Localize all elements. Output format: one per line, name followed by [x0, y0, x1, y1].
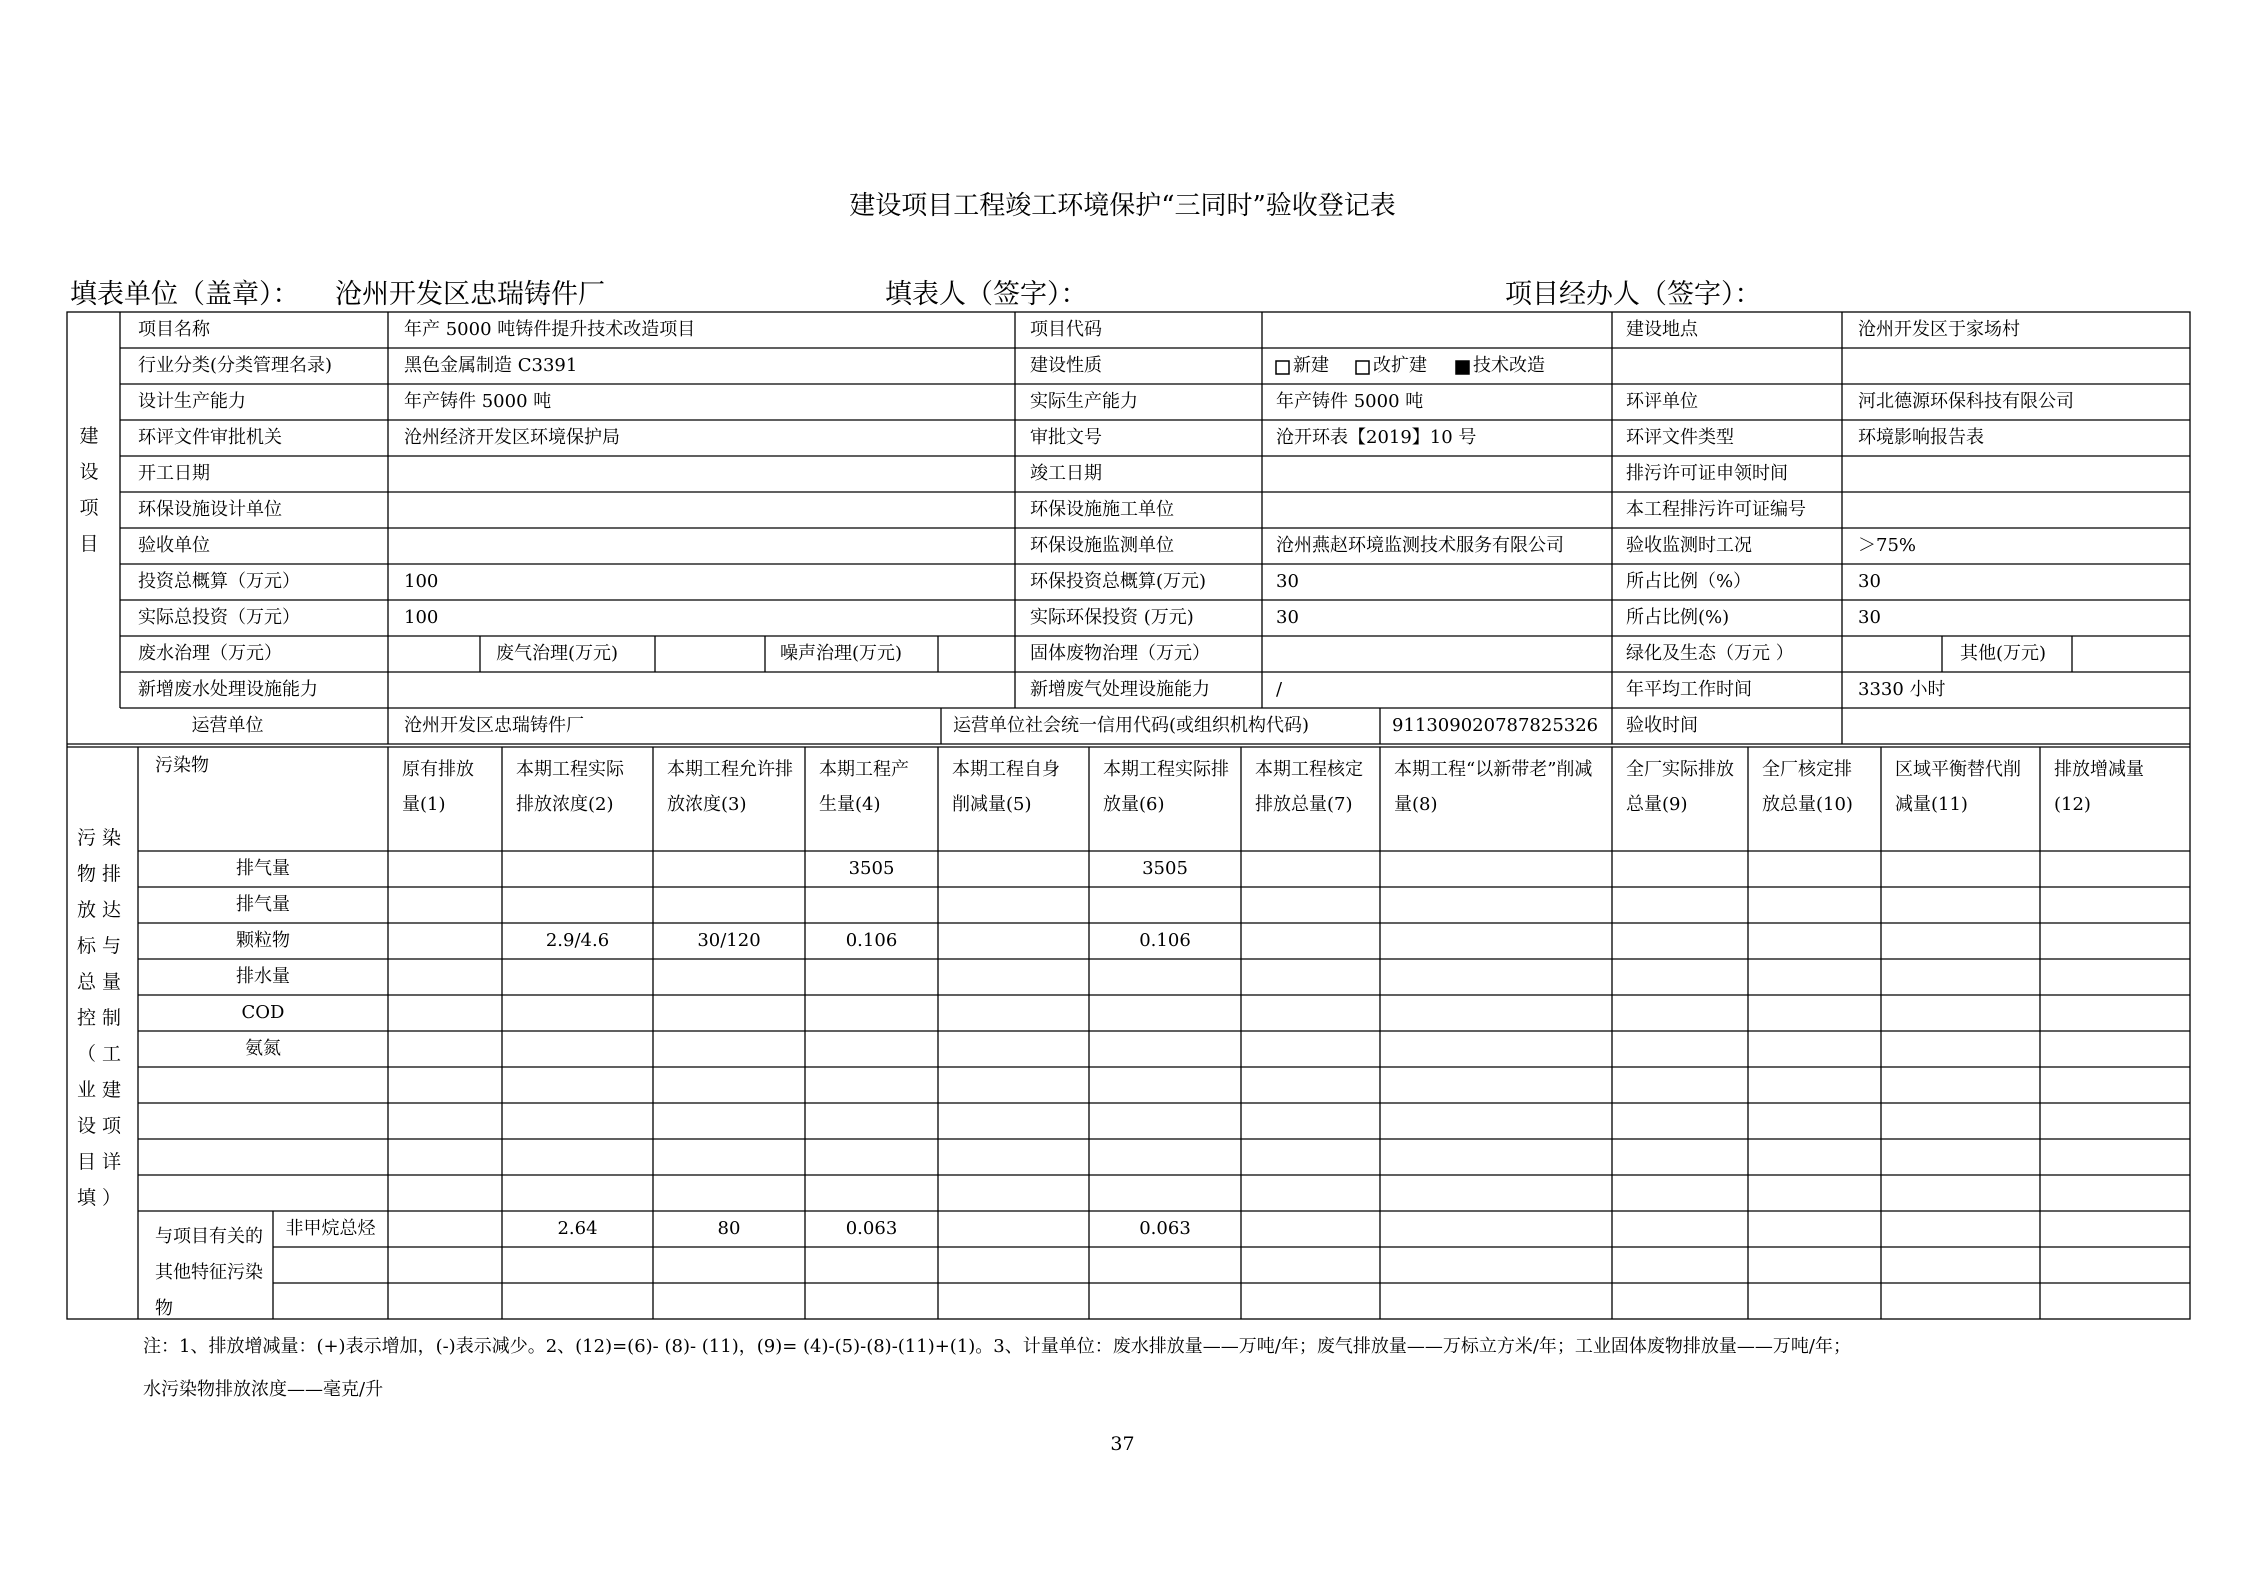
approver-value: 沧州经济开发区环境保护局	[404, 427, 620, 448]
start-date-label: 开工日期	[138, 463, 210, 484]
expand-checkbox	[1356, 361, 1369, 374]
column-header: 本期工程自身削减量(5)	[952, 759, 1060, 815]
manager-signature-label: 项目经办人（签字）：	[1505, 279, 1762, 310]
working-condition-label: 验收监测时工况	[1626, 535, 1752, 556]
project-name-value: 年产 5000 吨铸件提升技术改造项目	[404, 319, 696, 340]
column-header: 全厂实际排放总量(9)	[1626, 759, 1734, 815]
pollutant-name: 氨氮	[245, 1038, 281, 1059]
site-value: 沧州开发区于家场村	[1858, 319, 2020, 340]
finish-date-label: 竣工日期	[1030, 463, 1102, 484]
table-cell: 3505	[1142, 858, 1188, 879]
footnote-line-2: 水污染物排放浓度——毫克/升	[143, 1379, 384, 1400]
actual-ratio-label: 所占比例(%)	[1626, 607, 1730, 628]
industry-value: 黑色金属制造 C3391	[404, 355, 578, 376]
new-build-checkbox	[1276, 361, 1289, 374]
tech-upgrade-checkbox	[1456, 361, 1469, 374]
solid-waste-cost-label: 固体废物治理（万元）	[1030, 643, 1210, 664]
design-capacity-label: 设计生产能力	[138, 391, 246, 412]
footnote-line-1: 注：1、排放增减量：(+)表示增加，(-)表示减少。2、(12)=(6)- (8)- (11)，(9)= (4)-(5)-(8)-(11)+(1)。3、计量单位：废水排放量——万吨/年；废气排放量——万标立方米/年；工业固体废物排放量——万吨/年；	[143, 1336, 1851, 1357]
operator-label: 运营单位	[191, 715, 264, 736]
project-name-label: 项目名称	[138, 319, 210, 340]
table-cell: 2.9/4.6	[545, 930, 610, 951]
fill-unit-value: 沧州开发区忠瑞铸件厂	[335, 279, 605, 310]
design-capacity-value: 年产铸件 5000 吨	[404, 391, 552, 412]
approver-label: 环评文件审批机关	[138, 427, 282, 448]
pollutant-name: 非甲烷总烃	[285, 1218, 376, 1239]
doc-number-label: 审批文号	[1030, 427, 1102, 448]
project-code-label: 项目代码	[1030, 319, 1102, 340]
page-title: 建设项目工程竣工环境保护“三同时”验收登记表	[849, 191, 1396, 221]
table-cell: 80	[717, 1218, 741, 1239]
pollutant-name: 排气量	[236, 894, 290, 915]
wastewater-cost-label: 废水治理（万元）	[138, 643, 282, 664]
ratio-label: 所占比例（%）	[1626, 571, 1752, 592]
acceptance-unit-label: 验收单位	[138, 535, 210, 556]
eia-unit-label: 环评单位	[1626, 391, 1698, 412]
actual-capacity-label: 实际生产能力	[1030, 391, 1138, 412]
option-new: 新建	[1293, 355, 1329, 376]
monitor-unit-label: 环保设施监测单位	[1030, 535, 1174, 556]
permit-number-label: 本工程排污许可证编号	[1626, 499, 1806, 520]
doc-number-value: 沧开环表【2019】10 号	[1276, 427, 1477, 448]
other-pollutants-label: 与项目有关的其他特征污染物	[155, 1226, 263, 1319]
env-invest-label: 环保投资总概算(万元)	[1030, 571, 1207, 592]
monitor-unit-value: 沧州燕赵环境监测技术服务有限公司	[1276, 535, 1564, 556]
option-tech: 技术改造	[1473, 355, 1545, 376]
pollutant-name: 颗粒物	[236, 930, 290, 951]
greening-cost-label: 绿化及生态（万元 ）	[1626, 643, 1794, 664]
actual-invest-value: 100	[404, 607, 439, 628]
filler-signature-label: 填表人（签字）：	[885, 279, 1088, 310]
column-header: 本期工程核定排放总量(7)	[1255, 759, 1363, 815]
doc-type-value: 环境影响报告表	[1858, 427, 1984, 448]
nature-label: 建设性质	[1030, 355, 1102, 376]
section-construction-label: 建设项目	[79, 425, 99, 555]
water-capacity-label: 新增废水处理设施能力	[138, 679, 318, 700]
other-cost-label: 其他(万元)	[1960, 643, 2047, 664]
column-header: 本期工程“以新带老”削减量(8)	[1394, 759, 1593, 815]
table-cell: 30/120	[697, 930, 761, 951]
page-number: 37	[1110, 1433, 1135, 1455]
pollutant-name: 排气量	[236, 858, 290, 879]
actual-env-invest-value: 30	[1276, 607, 1299, 628]
total-invest-label: 投资总概算（万元）	[138, 571, 300, 592]
column-header: 本期工程实际排放浓度(2)	[516, 759, 624, 815]
column-header: 区域平衡替代削减量(11)	[1895, 759, 2021, 815]
pollutant-name: COD	[241, 1002, 285, 1023]
actual-capacity-value: 年产铸件 5000 吨	[1276, 391, 1424, 412]
column-header: 全厂核定排放总量(10)	[1762, 759, 1853, 815]
actual-invest-label: 实际总投资（万元）	[138, 607, 300, 628]
noise-cost-label: 噪声治理(万元)	[780, 643, 903, 664]
table-cell: 0.106	[1139, 930, 1191, 951]
column-header: 原有排放量(1)	[402, 759, 474, 815]
waste-gas-cost-label: 废气治理(万元)	[496, 643, 619, 664]
work-hours-label: 年平均工作时间	[1626, 679, 1752, 700]
actual-ratio-value: 30	[1858, 607, 1881, 628]
actual-env-invest-label: 实际环保投资 (万元)	[1030, 607, 1194, 628]
gas-capacity-label: 新增废气处理设施能力	[1030, 679, 1210, 700]
site-label: 建设地点	[1626, 319, 1698, 340]
eia-unit-value: 河北德源环保科技有限公司	[1858, 391, 2074, 412]
credit-code-label: 运营单位社会统一信用代码(或组织机构代码)	[953, 715, 1310, 736]
permit-time-label: 排污许可证申领时间	[1626, 463, 1788, 484]
design-unit-label: 环保设施设计单位	[138, 499, 282, 520]
credit-code-value: 911309020787825326	[1392, 715, 1599, 736]
industry-label: 行业分类(分类管理名录)	[138, 355, 333, 376]
acceptance-time-label: 验收时间	[1626, 715, 1698, 736]
working-condition-value: ＞75%	[1858, 535, 1917, 556]
fill-unit-label: 填表单位（盖章）：	[70, 279, 300, 310]
table-cell: 0.063	[845, 1218, 898, 1239]
pollutant-column-header: 污染物	[155, 755, 209, 776]
column-header: 本期工程产生量(4)	[819, 759, 909, 815]
column-header: 排放增减量(12)	[2054, 759, 2144, 815]
column-header: 本期工程实际排放量(6)	[1103, 759, 1229, 815]
total-invest-value: 100	[404, 571, 439, 592]
build-unit-label: 环保设施施工单位	[1030, 499, 1174, 520]
operator-value: 沧州开发区忠瑞铸件厂	[404, 715, 584, 736]
section-pollutant-label: 污染物排放达标与总量控制（工业建设项目详填）	[76, 827, 127, 1209]
gas-capacity-value: /	[1276, 679, 1283, 700]
doc-type-label: 环评文件类型	[1626, 427, 1734, 448]
work-hours-value: 3330 小时	[1858, 679, 1946, 700]
table-cell: 0.106	[845, 930, 898, 951]
ratio-value: 30	[1858, 571, 1881, 592]
table-cell: 3505	[848, 858, 895, 879]
table-cell: 0.063	[1139, 1218, 1191, 1239]
env-invest-value: 30	[1276, 571, 1299, 592]
table-cell: 2.64	[557, 1218, 598, 1239]
column-header: 本期工程允许排放浓度(3)	[667, 759, 793, 815]
option-expand: 改扩建	[1373, 355, 1427, 376]
pollutant-name: 排水量	[236, 966, 290, 987]
